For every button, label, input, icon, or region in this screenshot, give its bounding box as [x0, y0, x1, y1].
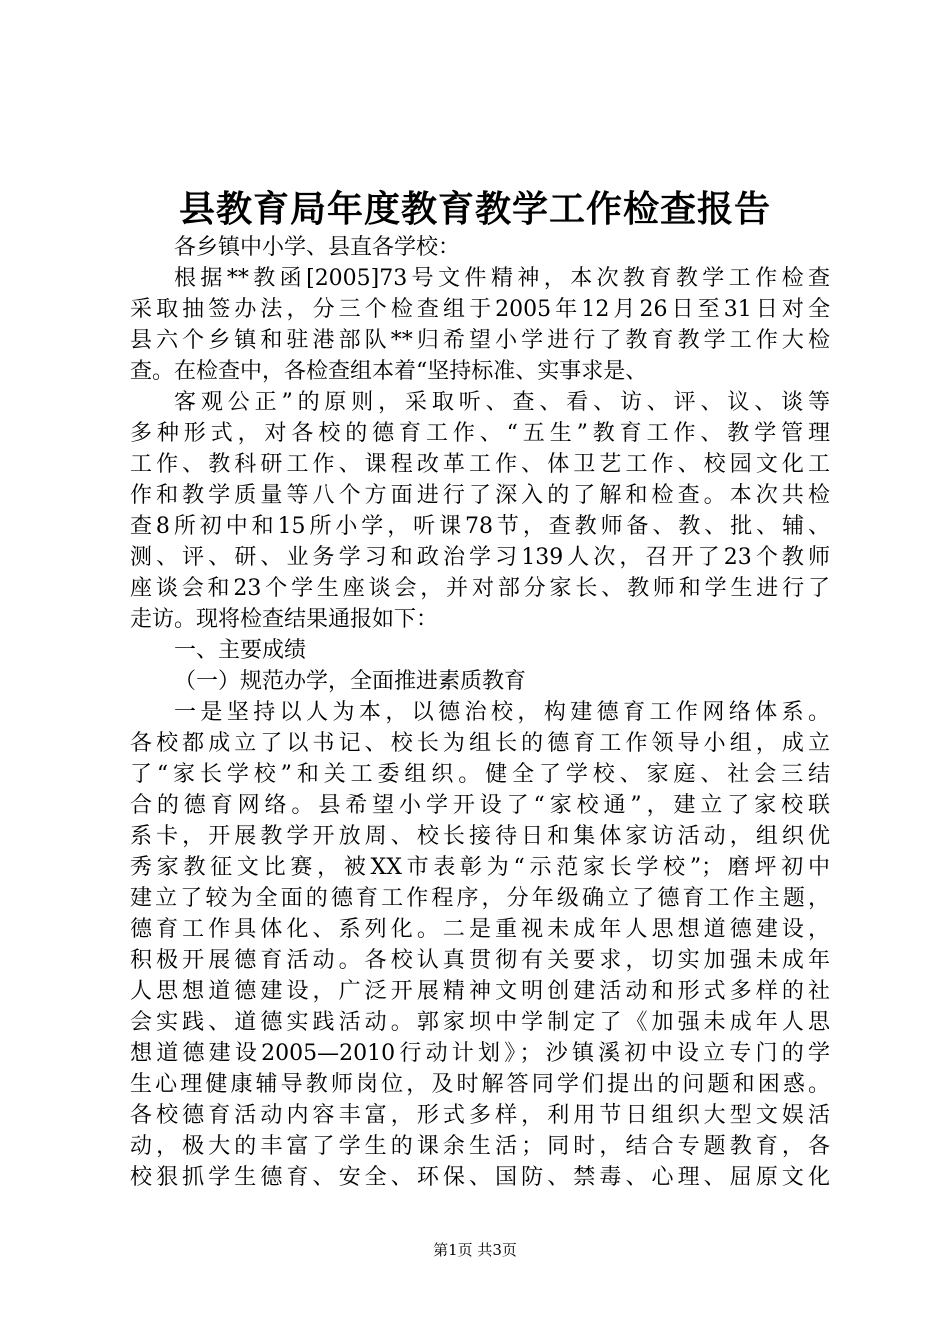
paragraph-line: 秀家教征文比赛，被XX市表彰为“示范家长学校”；磨坪初中 [130, 855, 830, 880]
paragraph-line: 查8所初中和15所小学，听课78节，查教师备、教、批、辅、 [130, 514, 830, 539]
paragraph-line: 德育工作具体化、系列化。二是重视未成年人思想道德建设， [130, 917, 830, 942]
paragraph-line: 了“家长学校”和关工委组织。健全了学校、家庭、社会三结 [130, 762, 830, 787]
paragraph-line: 积极开展德育活动。各校认真贯彻有关要求，切实加强未成年 [130, 948, 830, 973]
paragraph-line: 查。在检查中，各检查组本着“坚持标准、实事求是、 [130, 359, 648, 384]
paragraph-line: 走访。现将检查结果通报如下： [130, 607, 439, 632]
paragraph-line: 作和教学质量等八个方面进行了深入的了解和检查。本次共检 [130, 483, 830, 508]
paragraph-line: 客观公正”的原则，采取听、查、看、访、评、议、谈等 [174, 390, 830, 415]
paragraph-line: 多种形式，对各校的德育工作、“五生”教育工作、教学管理 [130, 421, 830, 446]
paragraph-line: 县六个乡镇和驻港部队**归希望小学进行了教育教学工作大检 [130, 328, 830, 353]
section-heading: 一、主要成绩 [174, 638, 307, 663]
page-number-footer: 第1页 共3页 [433, 1241, 517, 1259]
paragraph-line: 系卡，开展教学开放周、校长接待日和集体家访活动，组织优 [130, 824, 830, 849]
paragraph-line: 采取抽签办法，分三个检查组于2005年12月26日至31日对全 [130, 297, 830, 322]
paragraph-line: 根据**教函[2005]73号文件精神，本次教育教学工作检查 [174, 266, 830, 291]
paragraph-line: 各校都成立了以书记、校长为组长的德育工作领导小组，成立 [130, 731, 830, 756]
paragraph-line: 会实践、道德实践活动。郭家坝中学制定了《加强未成年人思 [130, 1010, 830, 1035]
paragraph-line: 工作、教科研工作、课程改革工作、体卫艺工作、校园文化工 [130, 452, 830, 477]
paragraph-line: 生心理健康辅导教师岗位，及时解答同学们提出的问题和困惑。 [130, 1072, 830, 1097]
paragraph-line: 想道德建设2005—2010行动计划》；沙镇溪初中设立专门的学 [130, 1041, 830, 1066]
paragraph-line: 各校德育活动内容丰富，形式多样，利用节日组织大型文娱活 [130, 1103, 830, 1128]
paragraph-line: 人思想道德建设，广泛开展精神文明创建活动和形式多样的社 [130, 979, 830, 1004]
document-body [130, 232, 830, 1193]
paragraph-line: 合的德育网络。县希望小学开设了“家校通”，建立了家校联 [130, 793, 830, 818]
document-title: 县教育局年度教育教学工作检查报告 [178, 188, 771, 230]
paragraph-line: 座谈会和23个学生座谈会，并对部分家长、教师和学生进行了 [130, 576, 830, 601]
paragraph-line: 一是坚持以人为本，以德治校，构建德育工作网络体系。 [174, 700, 830, 725]
paragraph-line: 测、评、研、业务学习和政治学习139人次，召开了23个教师 [130, 545, 830, 570]
salutation-line: 各乡镇中小学、县直各学校： [174, 235, 461, 260]
subsection-heading: （一）规范办学，全面推进素质教育 [174, 669, 527, 694]
paragraph-line: 动，极大的丰富了学生的课余生活；同时，结合专题教育，各 [130, 1134, 830, 1159]
paragraph-line: 校狠抓学生德育、安全、环保、国防、禁毒、心理、屈原文化 [130, 1165, 830, 1190]
paragraph-line: 建立了较为全面的德育工作程序，分年级确立了德育工作主题， [130, 886, 830, 911]
